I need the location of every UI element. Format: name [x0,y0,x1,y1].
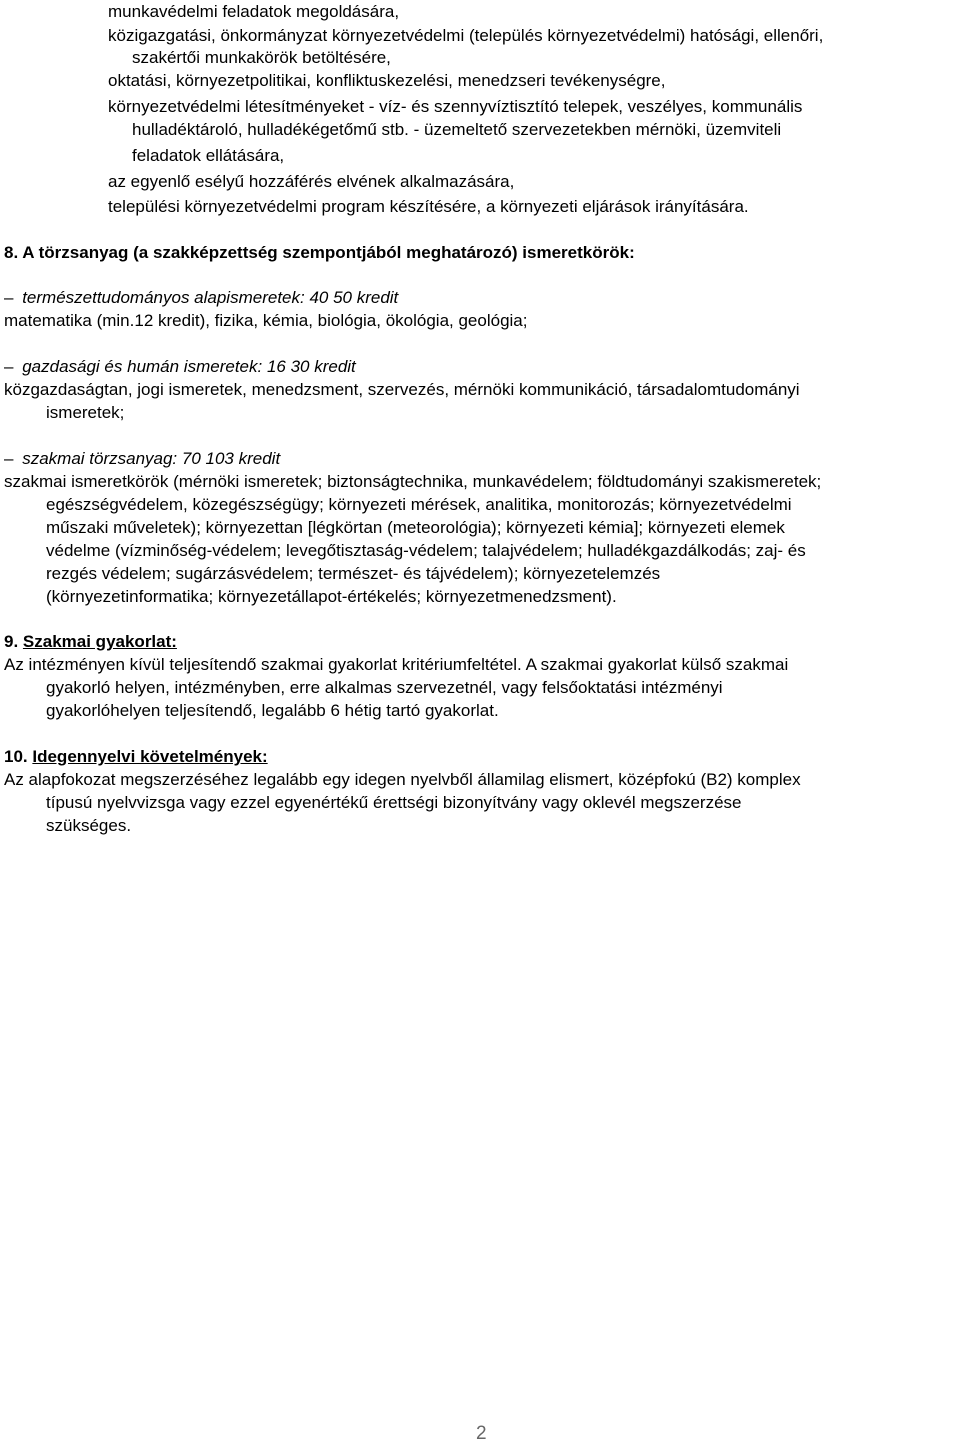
dash-marker: – [4,288,14,307]
section-10-title: Idegennyelvi követelmények: [32,747,268,766]
list-item-equal-access: az egyenlő esélyű hozzáférés elvének alkalmazására, [108,172,515,191]
list-item-public-administration-l1: közigazgatási, önkormányzat környezetvédelmi (település környezetvédelmi) hatósági, ellenőri, [108,26,824,45]
section-8-heading: 8. A törzsanyag (a szakképzettség szempontjából meghatározó) ismeretkörök: [4,243,635,262]
section-10-body-l2: típusú nyelvvizsga vagy ezzel egyenértékű érettségi bizonyítvány vagy oklevél megszerzése [46,793,742,812]
professional-core-body-l1: szakmai ismeretkörök (mérnöki ismeretek; biztonságtechnika, munkavédelem; földtudományi szakismeretek; [4,472,822,491]
section-9-title: Szakmai gyakorlat: [22,632,177,651]
professional-core-body-l2: egészségvédelem, közegészségügy; környezeti mérések, analitika, monitorozás; környezetvédelmi [46,495,792,514]
section-9-heading [4,632,177,652]
economic-humanities-title-row [4,357,356,377]
section-10-number: 10. [4,747,28,766]
section-9-body-l2: gyakorló helyen, intézményben, erre alkalmas szervezetnél, vagy felsőoktatási intézményi [46,678,723,697]
section-10-body-l1: Az alapfokozat megszerzéséhez legalább egy idegen nyelvből államilag elismert, középfokú (B2) komplex [4,770,801,789]
natural-sciences-title-row [4,288,398,308]
section-10-body-l3: szükséges. [46,816,132,835]
natural-sciences-body: matematika (min.12 kredit), fizika, kémia, biológia, ökológia, geológia; [4,311,528,330]
list-item-facilities-l1: környezetvédelmi létesítményeket - víz- és szennyvíztisztító telepek, veszélyes, kommunális [108,97,803,116]
section-10-heading [4,747,268,767]
section-9-number: 9. [4,632,19,651]
list-item-public-administration-l2: szakértői munkakörök betöltésére, [132,48,391,67]
list-item-environmental-program: települési környezetvédelmi program készítésére, a környezeti eljárások irányítására. [108,197,749,216]
dash-marker: – [4,449,14,468]
professional-core-title: szakmai törzsanyag: 70 103 kredit [22,449,281,468]
professional-core-body-l5: rezgés védelem; sugárzásvédelem; természet- és tájvédelem); környezetelemzés [46,564,661,583]
professional-core-body-l6: (környezetinformatika; környezetállapot-értékelés; környezetmenedzsment). [46,587,617,606]
natural-sciences-title: természettudományos alapismeretek: 40 50 kredit [22,288,399,307]
list-item-education: oktatási, környezetpolitikai, konfliktuskezelési, menedzseri tevékenységre, [108,71,666,90]
professional-core-body-l3: műszaki műveletek); környezettan [légkörtan (meteorológia); környezeti kémia]; környezeti elemek [46,518,785,537]
dash-marker: – [4,357,14,376]
section-9-body-l3: gyakorlóhelyen teljesítendő, legalább 6 hétig tartó gyakorlat. [46,701,499,720]
page-number: 2 [476,1423,487,1444]
economic-humanities-body-l2: ismeretek; [46,403,125,422]
section-9-body-l1: Az intézményen kívül teljesítendő szakmai gyakorlat kritériumfeltétel. A szakmai gyakorlat külső szakmai [4,655,789,674]
professional-core-title-row [4,449,280,469]
professional-core-body-l4: védelme (vízminőség-védelem; levegőtisztaság-védelem; talajvédelem; hulladékgazdálkodás; zaj- és [46,541,806,560]
economic-humanities-title: gazdasági és humán ismeretek: 16 30 kredit [22,357,356,376]
list-item-occupational-safety: munkavédelmi feladatok megoldására, [108,2,400,21]
list-item-facilities-l2: hulladéktároló, hulladékégetőmű stb. - üzemeltető szervezetekben mérnöki, üzemviteli [132,120,782,139]
economic-humanities-body-l1: közgazdaságtan, jogi ismeretek, menedzsment, szervezés, mérnöki kommunikáció, társadalomtudományi [4,380,800,399]
list-item-facilities-l3: feladatok ellátására, [132,146,285,165]
